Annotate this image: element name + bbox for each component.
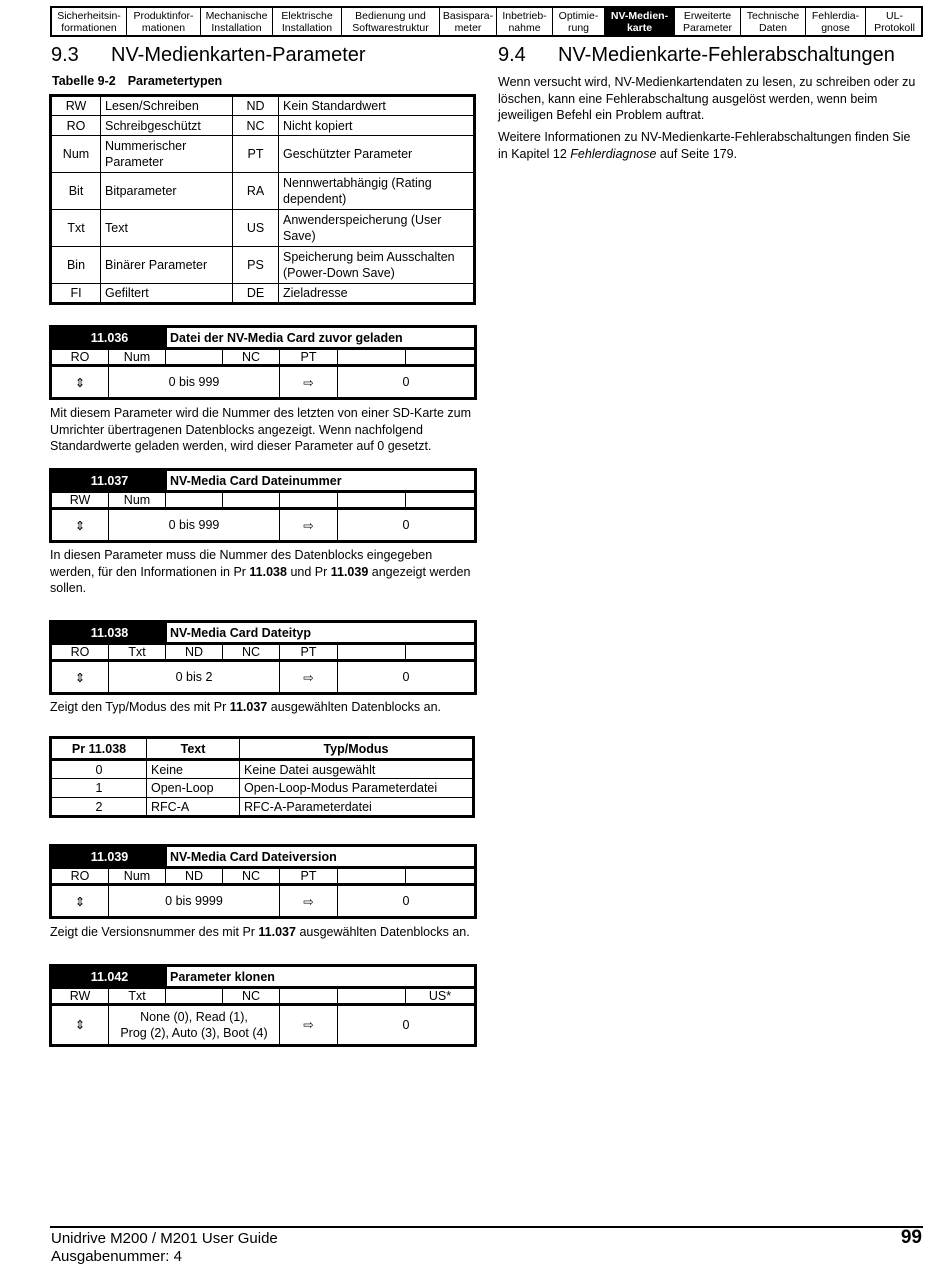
param-attributes [52,645,474,662]
attr-cell [406,350,474,364]
text-run: Zeigt die Versionsnummer des mit Pr [50,925,259,939]
param-name: Parameter klonen [170,969,275,984]
param-default: 0 [402,1018,410,1032]
file-type-table [49,736,475,818]
param-ref: 11.039 [330,564,369,579]
attr-cell: Num [109,869,166,883]
page-number: 99 [900,1227,922,1248]
table-header-row [51,738,474,760]
table-caption-number: Tabelle 9-2 [52,74,116,88]
attr-cell [338,645,406,659]
param-range-row [52,886,474,916]
section-number: 9.4 [498,44,526,66]
type-code: PS [233,247,279,284]
param-ref: 11.038 [249,564,287,579]
param-name: NV-Media Card Dateiversion [170,849,337,864]
param-range: 0 bis 2 [109,662,280,692]
footer-document-title: Unidrive M200 / M201 User Guide [51,1230,278,1247]
param-range: 0 bis 999 [109,510,280,540]
param-number: 11.042 [52,967,167,986]
param-ref: 11.037 [229,700,268,714]
text-run: angezeigt werden sollen. [50,564,471,595]
param-default: 0 [402,670,410,684]
attr-cell [166,350,223,364]
type-desc: Nummerischer Parameter [101,136,233,173]
attr-cell: PT [280,350,338,364]
attr-cell: ND [166,645,223,659]
table-cell: Keine Datei ausgewählt [240,760,474,779]
attr-cell: RO [52,869,109,883]
param-11-037-description [50,547,480,597]
attr-cell [338,350,406,364]
param-attributes [52,869,474,886]
attr-cell: NC [223,645,280,659]
table-cell: Open-Loop-Modus Parameterdatei [240,779,474,798]
text-run: In diesen Parameter muss die Nummer des Datenblocks eingegeben werden, für den Informationen in Pr [50,548,433,579]
type-code: FI [51,284,101,304]
footer-divider [50,1226,923,1228]
text-run: Weitere Informationen zu NV-Medienkarte-Fehlerabschaltungen finden Sie in Kapitel 12 [498,130,911,161]
text-run: auf Seite 179. [656,146,738,161]
param-11-039-description [50,924,490,941]
section-heading-9-4 [498,44,895,67]
param-range-row [52,662,474,692]
param-range: 0 bis 999 [109,367,280,397]
attr-cell: US* [428,989,452,1003]
attr-cell [166,493,223,507]
param-name: NV-Media Card Dateityp [170,625,312,640]
table-cell: 2 [51,798,147,817]
param-box-11-039 [49,844,477,919]
section-title: NV-Medienkarten-Parameter [111,44,366,66]
type-code: Bin [51,247,101,284]
table-cell: RFC-A-Parameterdatei [240,798,474,817]
bidirectional-arrow-icon: ⇕ [52,510,109,540]
tab-nv-medienkarte[interactable]: NV-Medien- karte [605,8,675,35]
param-attributes [52,493,474,510]
parameter-types-table [49,94,476,305]
attr-cell: NC [223,869,280,883]
type-code: DE [233,284,279,304]
attr-cell [280,493,338,507]
type-code: PT [233,136,279,173]
attr-cell [223,493,280,507]
chapter-nav [50,6,923,37]
attr-cell: RO [52,645,109,659]
tab-erweiterte-parameter[interactable]: Erweiterte Parameter [675,8,741,35]
bidirectional-arrow-icon: ⇕ [52,662,109,692]
param-box-11-037 [49,468,477,543]
text-run: Zeigt den Typ/Modus des mit Pr [50,700,230,714]
type-desc: Geschützter Parameter [279,136,475,173]
param-box-11-038 [49,620,477,695]
tab-ul-protokoll[interactable]: UL- Protokoll [874,9,915,34]
param-number: 11.037 [52,471,167,490]
tab-basisparameter[interactable]: Basispara- meter [440,8,497,35]
section-number: 9.3 [51,44,79,66]
type-code: RA [233,173,279,210]
bidirectional-arrow-icon: ⇕ [52,367,109,397]
column-header: Text [147,738,240,760]
type-code: Bit [51,173,101,210]
param-default: 0 [402,375,410,389]
type-desc: Speicherung beim Ausschalten (Power-Down Save) [279,247,475,284]
type-code: NC [233,116,279,136]
attr-cell: Txt [109,645,166,659]
type-code: Txt [51,210,101,247]
param-default: 0 [402,518,410,532]
table-cell: 0 [51,760,147,779]
param-name: Datei der NV-Media Card zuvor geladen [170,330,403,345]
text-run: ausgewählten Datenblocks an. [267,700,441,714]
attr-cell [406,869,474,883]
type-desc: Bitparameter [101,173,233,210]
attr-cell: PT [280,645,338,659]
range-line: Prog (2), Auto (3), Boot (4) [120,1026,268,1040]
param-range [109,1006,280,1044]
attr-cell [406,493,474,507]
attr-cell: PT [280,869,338,883]
type-code: RW [51,96,101,116]
type-desc: Gefiltert [101,284,233,304]
type-desc: Schreibgeschützt [101,116,233,136]
param-number: 11.038 [52,623,167,642]
table-cell: Open-Loop [147,779,240,798]
table-row [51,116,475,136]
tab-fehlerdiagnose[interactable]: Fehlerdia- gnose [806,8,866,35]
column-header: Typ/Modus [240,738,474,760]
table-row [51,96,475,116]
attr-cell [338,869,406,883]
attr-cell: Num [109,493,166,507]
chapter-link-text: Fehlerdiagnose [570,146,657,161]
type-desc: Lesen/Schreiben [101,96,233,116]
attr-cell [280,989,338,1003]
text-run: ausgewählten Datenblocks an. [295,925,470,939]
attr-cell: NC [223,989,280,1003]
attr-cell [338,989,406,1003]
table-row [51,247,475,284]
table-row [51,210,475,247]
tab-technische-daten[interactable]: Technische Daten [741,8,806,35]
table-row [51,779,474,798]
type-desc: Nicht kopiert [279,116,475,136]
table-row [51,798,474,817]
attr-cell: RO [52,350,109,364]
table-row [51,284,475,304]
tab-elektrische-installation[interactable]: Elektrische Installation [273,8,342,35]
type-desc: Kein Standardwert [279,96,475,116]
right-arrow-icon: ⇨ [280,367,338,397]
type-desc: Binärer Parameter [101,247,233,284]
param-number: 11.039 [52,847,167,866]
section-9-4-paragraph-2 [498,129,923,162]
section-title: NV-Medienkarte-Fehlerabschaltungen [558,44,895,66]
tab-sicherheitsinformationen[interactable]: Sicherheitsin- formationen [52,8,127,35]
table-cell: Keine [147,760,240,779]
right-arrow-icon: ⇨ [280,1006,338,1044]
section-9-4-paragraph-1: Wenn versucht wird, NV-Medienkartendaten zu lesen, zu schreiben oder zu löschen, kann eine Fehlerabschaltung ausgelöst werden, wenn beim jeweiligen Befehl ein Problem auftrat. [498,75,916,122]
attr-cell: Txt [109,989,166,1003]
table-cell: 1 [51,779,147,798]
param-11-038-description [50,699,480,716]
param-ref: 11.037 [258,925,296,939]
table-row [51,136,475,173]
type-code: Num [51,136,101,173]
attr-cell [406,645,474,659]
tab-bedienung-softwarestruktur[interactable]: Bedienung und Softwarestruktur [342,8,440,35]
param-range-row [52,510,474,540]
attr-cell [166,989,223,1003]
type-code: US [233,210,279,247]
param-default: 0 [402,894,410,908]
table-row [51,760,474,779]
right-arrow-icon: ⇨ [280,886,338,916]
table-row [51,173,475,210]
column-header: Pr 11.038 [51,738,147,760]
type-desc: Anwenderspeicherung (User Save) [279,210,475,247]
attr-cell [338,493,406,507]
right-arrow-icon: ⇨ [280,510,338,540]
bidirectional-arrow-icon: ⇕ [52,886,109,916]
tab-optimierung[interactable]: Optimie- rung [553,8,605,35]
attr-cell: RW [52,493,109,507]
param-number: 11.036 [52,328,167,347]
attr-cell: RW [52,989,109,1003]
tab-inbetriebnahme[interactable]: Inbetrieb- nahme [497,8,553,35]
type-code: ND [233,96,279,116]
param-range-row [52,367,474,397]
tab-mechanische-installation[interactable]: Mechanische Installation [201,8,273,35]
right-arrow-icon: ⇨ [280,662,338,692]
attr-cell: NC [223,350,280,364]
bidirectional-arrow-icon: ⇕ [52,1006,109,1044]
type-desc: Nennwertabhängig (Rating dependent) [279,173,475,210]
type-desc: Zieladresse [279,284,475,304]
text-run: und Pr [286,564,331,579]
param-box-11-036 [49,325,477,400]
footer-edition: Ausgabenummer: 4 [51,1248,182,1265]
param-range: 0 bis 9999 [109,886,280,916]
param-name: NV-Media Card Dateinummer [170,473,342,488]
table-cell: RFC-A [147,798,240,817]
tab-produktinformationen[interactable]: Produktinfor- mationen [127,8,201,35]
param-11-036-description: Mit diesem Parameter wird die Nummer des letzten von einer SD-Karte zum Umrichter übertragenen Datenblocks angezeigt. Wenn nachfolgend Standardwerte geladen werden, wird dieser Parameter auf 0 gesetzt. [50,406,471,453]
section-heading-9-3 [51,44,366,67]
range-line: None (0), Read (1), [140,1010,248,1024]
param-range-row [52,1006,474,1044]
param-attributes [52,989,474,1006]
attr-cell: ND [166,869,223,883]
attr-cell: Num [109,350,166,364]
param-box-11-042 [49,964,477,1047]
type-code: RO [51,116,101,136]
table-caption [52,74,222,88]
param-attributes [52,350,474,367]
type-desc: Text [101,210,233,247]
table-caption-title: Parametertypen [127,74,223,88]
